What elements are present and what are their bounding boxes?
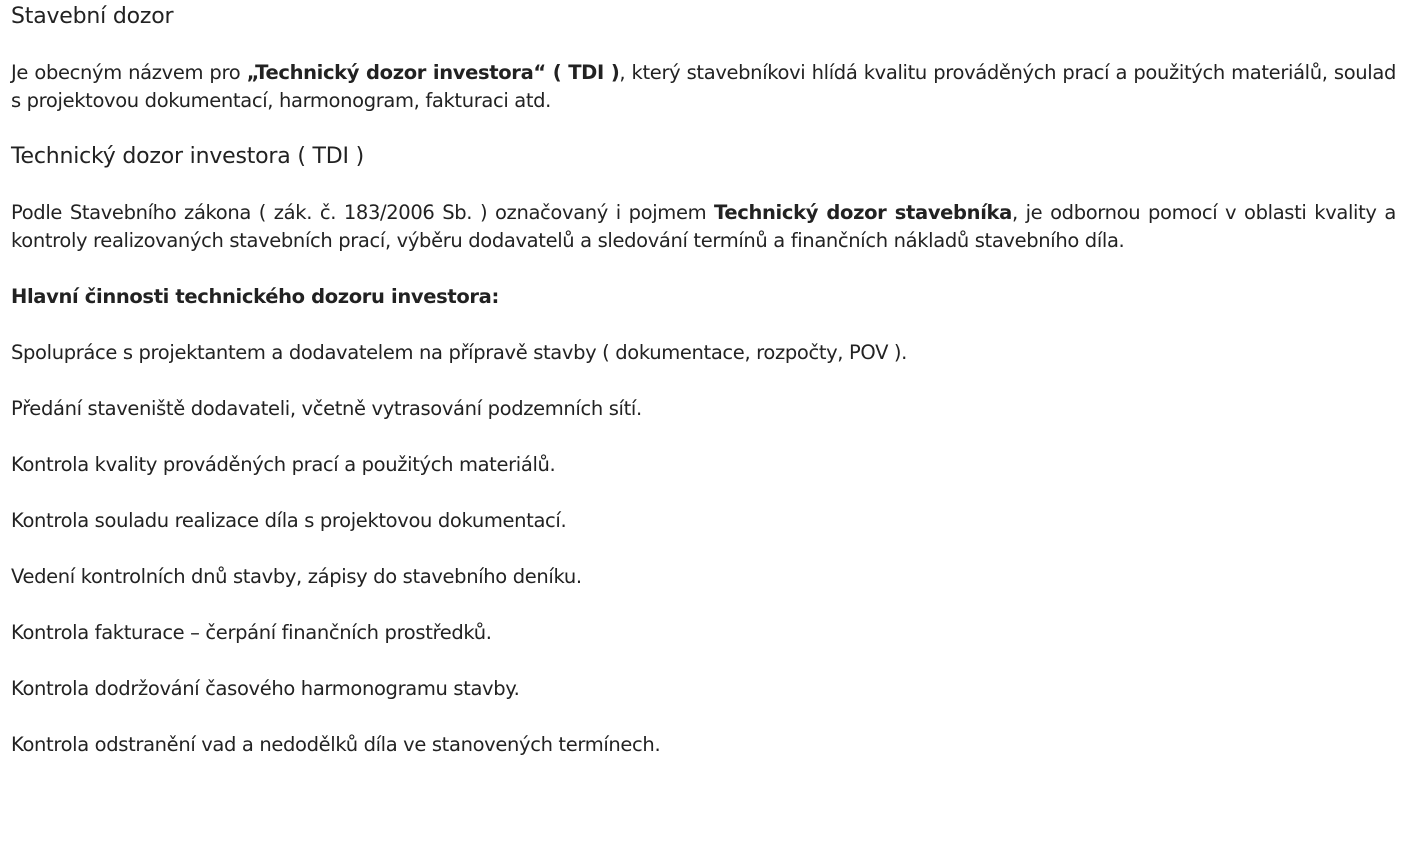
law-text-post: , je odbornou pomocí v oblasti kvality a kontroly realizovaných stavebních prací, výběru dodavatelů a sledování termínů a finančních nákladů stavebního díla. (11, 201, 1396, 252)
law-text-pre: Podle Stavebního zákona ( zák. č. 183/2006 Sb. ) označovaný i pojmem (11, 201, 715, 224)
law-paragraph (11, 199, 1396, 255)
list-item: Kontrola souladu realizace díla s projektovou dokumentací. (11, 509, 567, 532)
law-text-bold: Technický dozor stavebníka (714, 201, 1012, 224)
activities-heading: Hlavní činnosti technického dozoru investora: (11, 285, 499, 308)
intro-text-bold: „Technický dozor investora“ ( TDI ) (246, 61, 620, 84)
list-item: Kontrola kvality prováděných prací a použitých materiálů. (11, 453, 556, 476)
list-item: Kontrola odstranění vad a nedodělků díla ve stanovených termínech. (11, 733, 661, 756)
intro-text-post: , který stavebníkovi hlídá kvalitu prováděných prací a použitých materiálů, soulad s projektovou dokumentací, harmonogram, fakturaci atd. (11, 61, 1396, 112)
activities-list (11, 339, 1396, 759)
list-item: Kontrola fakturace – čerpání finančních prostředků. (11, 621, 492, 644)
intro-text-pre: Je obecným názvem pro (11, 61, 247, 84)
page-title: Stavební dozor (11, 4, 174, 29)
list-item: Předání staveniště dodavateli, včetně vytrasování podzemních sítí. (11, 397, 642, 420)
section-title-tdi: Technický dozor investora ( TDI ) (11, 144, 364, 169)
list-item: Spolupráce s projektantem a dodavatelem na přípravě stavby ( dokumentace, rozpočty, POV ). (11, 341, 908, 364)
intro-paragraph (11, 59, 1396, 115)
list-item: Vedení kontrolních dnů stavby, zápisy do stavebního deníku. (11, 565, 582, 588)
list-item: Kontrola dodržování časového harmonogramu stavby. (11, 677, 520, 700)
